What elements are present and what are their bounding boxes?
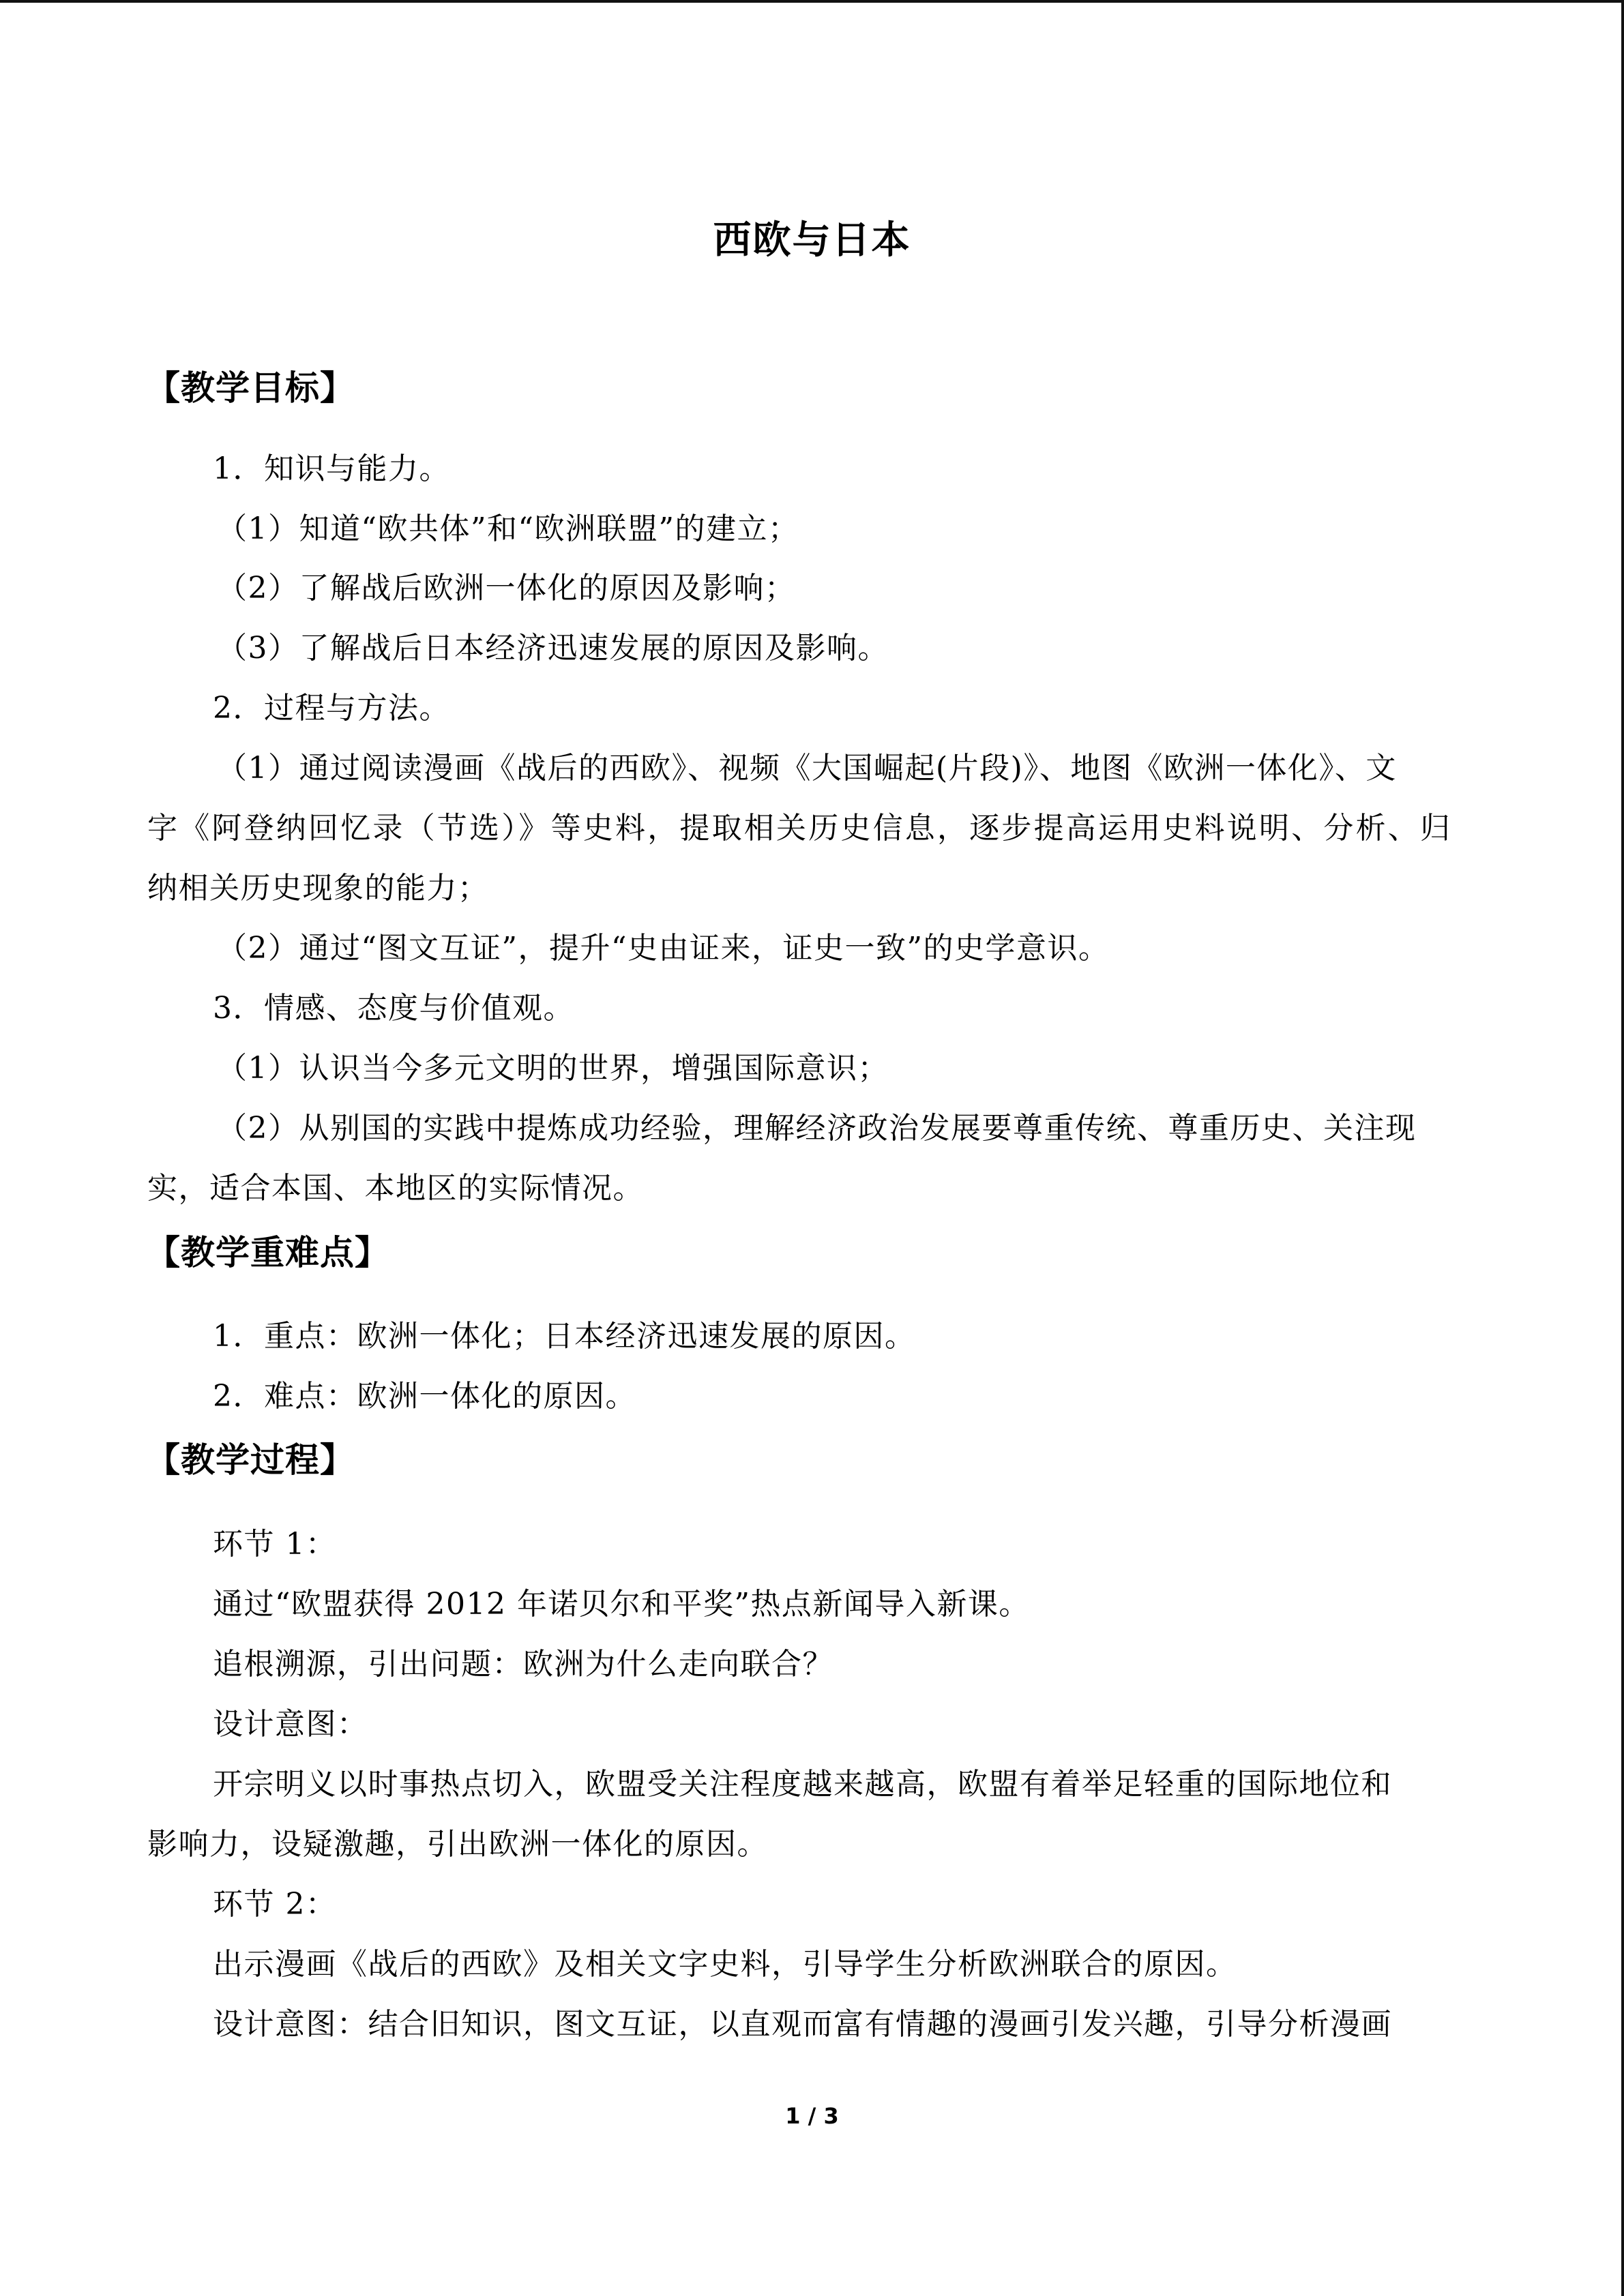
objective-line: （1）认识当今多元文明的世界，增强国际意识； xyxy=(217,1051,889,1086)
objective-line: 2．过程与方法。 xyxy=(213,691,450,726)
objective-line: 实，适合本国、本地区的实际情况。 xyxy=(147,1171,644,1206)
process-line: 设计意图：结合旧知识，图文互证，以直观而富有情趣的漫画引发兴趣，引导分析漫画 xyxy=(213,2007,1392,2042)
process-line: 设计意图： xyxy=(213,1707,368,1742)
section-heading-teaching-process: 【教学过程】 xyxy=(146,1440,355,1480)
objective-line: （2）通过“图文互证”，提升“史由证来，证史一致”的史学意识。 xyxy=(217,931,1110,966)
objective-line: （3）了解战后日本经济迅速发展的原因及影响。 xyxy=(217,631,889,666)
process-line: 出示漫画《战后的西欧》及相关文字史料，引导学生分析欧洲联合的原因。 xyxy=(213,1947,1237,1982)
objective-line: （2）从别国的实践中提炼成功经验，理解经济政治发展要尊重传统、尊重历史、关注现 xyxy=(217,1111,1417,1146)
section-heading-key-difficult-points: 【教学重难点】 xyxy=(146,1233,389,1272)
key-point-line: 1．重点：欧洲一体化；日本经济迅速发展的原因。 xyxy=(213,1319,916,1354)
process-line: 影响力，设疑激趣，引出欧洲一体化的原因。 xyxy=(147,1827,768,1862)
objective-line: （1）知道“欧共体”和“欧洲联盟”的建立； xyxy=(217,511,799,546)
page-number: 1 / 3 xyxy=(785,2103,839,2129)
process-line: 通过“欧盟获得 2012 年诺贝尔和平奖”热点新闻导入新课。 xyxy=(213,1587,1030,1622)
objective-line: 字《阿登纳回忆录（节选）》等史料，提取相关历史信息，逐步提高运用史料说明、分析、归 xyxy=(147,811,1453,846)
process-line: 环节 1： xyxy=(213,1527,337,1562)
objective-line: （1）通过阅读漫画《战后的西欧》、视频《大国崛起(片段)》、地图《欧洲一体化》、文 xyxy=(217,751,1397,786)
process-line: 开宗明义以时事热点切入，欧盟受关注程度越来越高，欧盟有着举足轻重的国际地位和 xyxy=(213,1767,1392,1802)
objective-line: 纳相关历史现象的能力； xyxy=(147,871,489,906)
section-heading-teaching-objectives: 【教学目标】 xyxy=(146,368,355,408)
objective-line: 3．情感、态度与价值观。 xyxy=(213,991,574,1026)
document-title: 西欧与日本 xyxy=(713,218,911,263)
objective-line: （2）了解战后欧洲一体化的原因及影响； xyxy=(217,571,796,606)
process-line: 环节 2： xyxy=(213,1887,337,1922)
process-line: 追根溯源，引出问题：欧洲为什么走向联合？ xyxy=(213,1647,833,1682)
objective-line: 1．知识与能力。 xyxy=(213,451,450,486)
difficult-point-line: 2．难点：欧洲一体化的原因。 xyxy=(213,1379,636,1414)
